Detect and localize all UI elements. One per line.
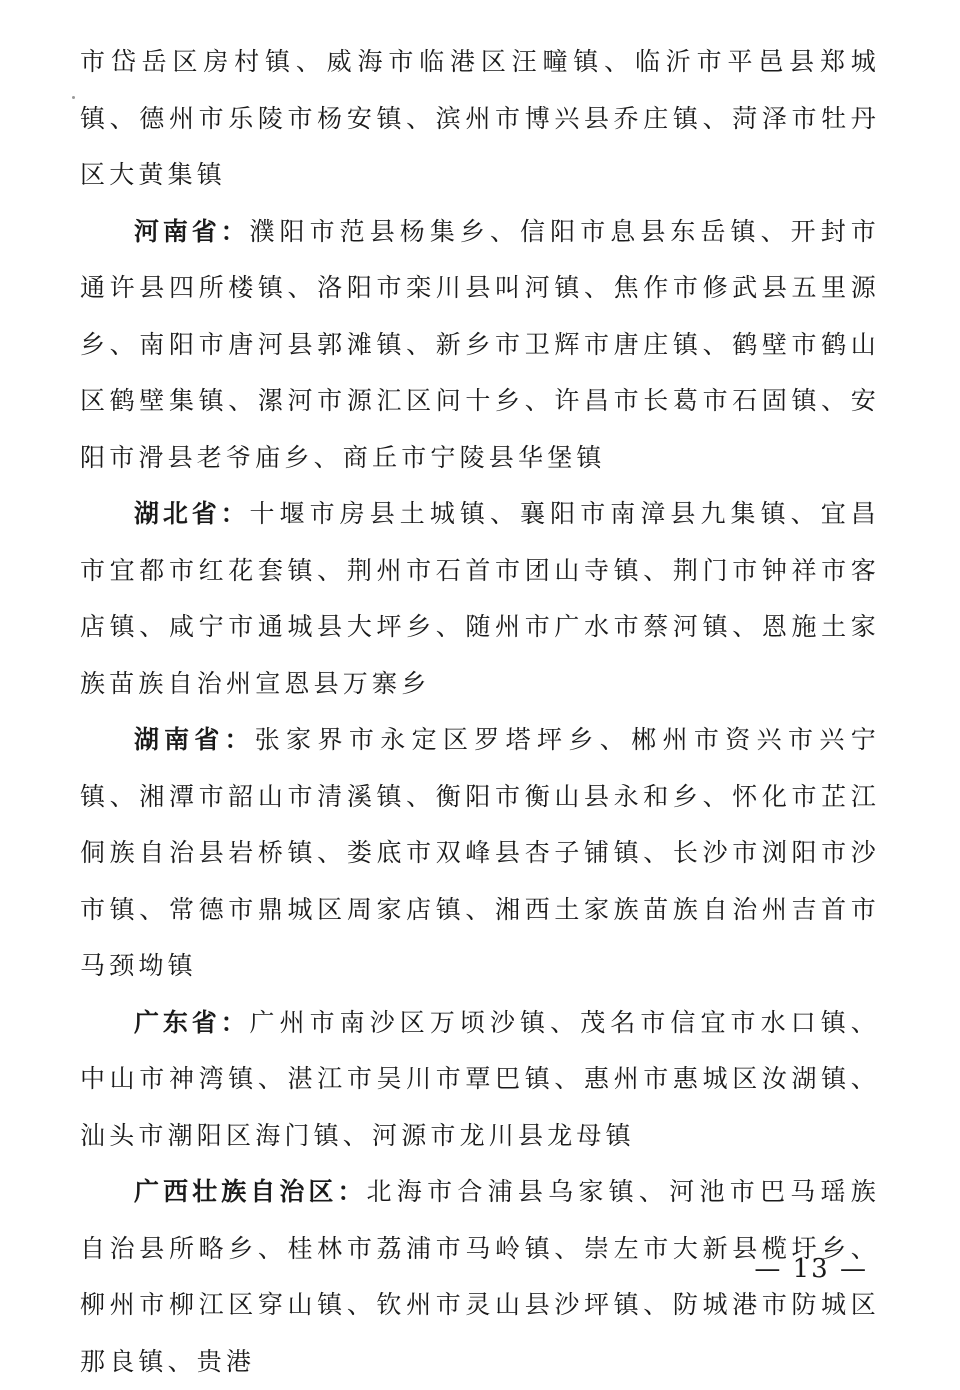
township-list: 广州市南沙区万顷沙镇、茂名市信宜市水口镇、中山市神湾镇、湛江市吴川市覃巴镇、惠州市惠城区汝湖镇、汕头市潮阳区海门镇、河源市龙川县龙母镇: [80, 1007, 880, 1150]
continuation-paragraph: 市岱岳区房村镇、威海市临港区汪疃镇、临沂市平邑县郑城镇、德州市乐陵市杨安镇、滨州市博兴县乔庄镇、菏泽市牡丹区大黄集镇: [80, 47, 880, 189]
province-name: 湖北省：: [134, 499, 250, 528]
province-name: 湖南省：: [134, 725, 255, 754]
township-list: 北海市合浦县乌家镇、河池市巴马瑶族自治县所略乡、桂林市荔浦市马岭镇、崇左市大新县榄圩乡、柳州市柳江区穿山镇、钦州市灵山县沙坪镇、防城港市防城区那良镇、贵港: [80, 1177, 880, 1376]
province-name: 广西壮族自治区：: [134, 1177, 367, 1206]
township-list: 张家界市永定区罗塔坪乡、郴州市资兴市兴宁镇、湘潭市韶山市清溪镇、衡阳市衡山县永和乡、怀化市芷江侗族自治县岩桥镇、娄底市双峰县杏子铺镇、长沙市浏阳市沙市镇、常德市鼎城区周家店镇、湘西土家族苗族自治州吉首市马颈坳镇: [80, 725, 880, 980]
township-list: 濮阳市范县杨集乡、信阳市息县东岳镇、开封市通许县四所楼镇、洛阳市栾川县叫河镇、焦作市修武县五里源乡、南阳市唐河县郭滩镇、新乡市卫辉市唐庄镇、鹤壁市鹤山区鹤壁集镇、漯河市源汇区问十乡、许昌市长葛市石固镇、安阳市滑县老爷庙乡、商丘市宁陵县华堡镇: [80, 216, 880, 472]
township-list: 十堰市房县土城镇、襄阳市南漳县九集镇、宜昌市宜都市红花套镇、荆州市石首市团山寺镇、荆门市钟祥市客店镇、咸宁市通城县大坪乡、随州市广水市蔡河镇、恩施土家族苗族自治州宣恩县万寨乡: [80, 499, 880, 698]
section-guangdong: [80, 995, 880, 1165]
section-henan: [80, 204, 880, 487]
document-page: [80, 34, 880, 1390]
scan-speck: [72, 96, 75, 99]
province-name: 河南省：: [134, 216, 250, 246]
page-number: — 13 —: [754, 1254, 868, 1284]
section-hubei: [80, 486, 880, 712]
province-name: 广东省：: [134, 1007, 250, 1037]
section-hunan: [80, 712, 880, 995]
